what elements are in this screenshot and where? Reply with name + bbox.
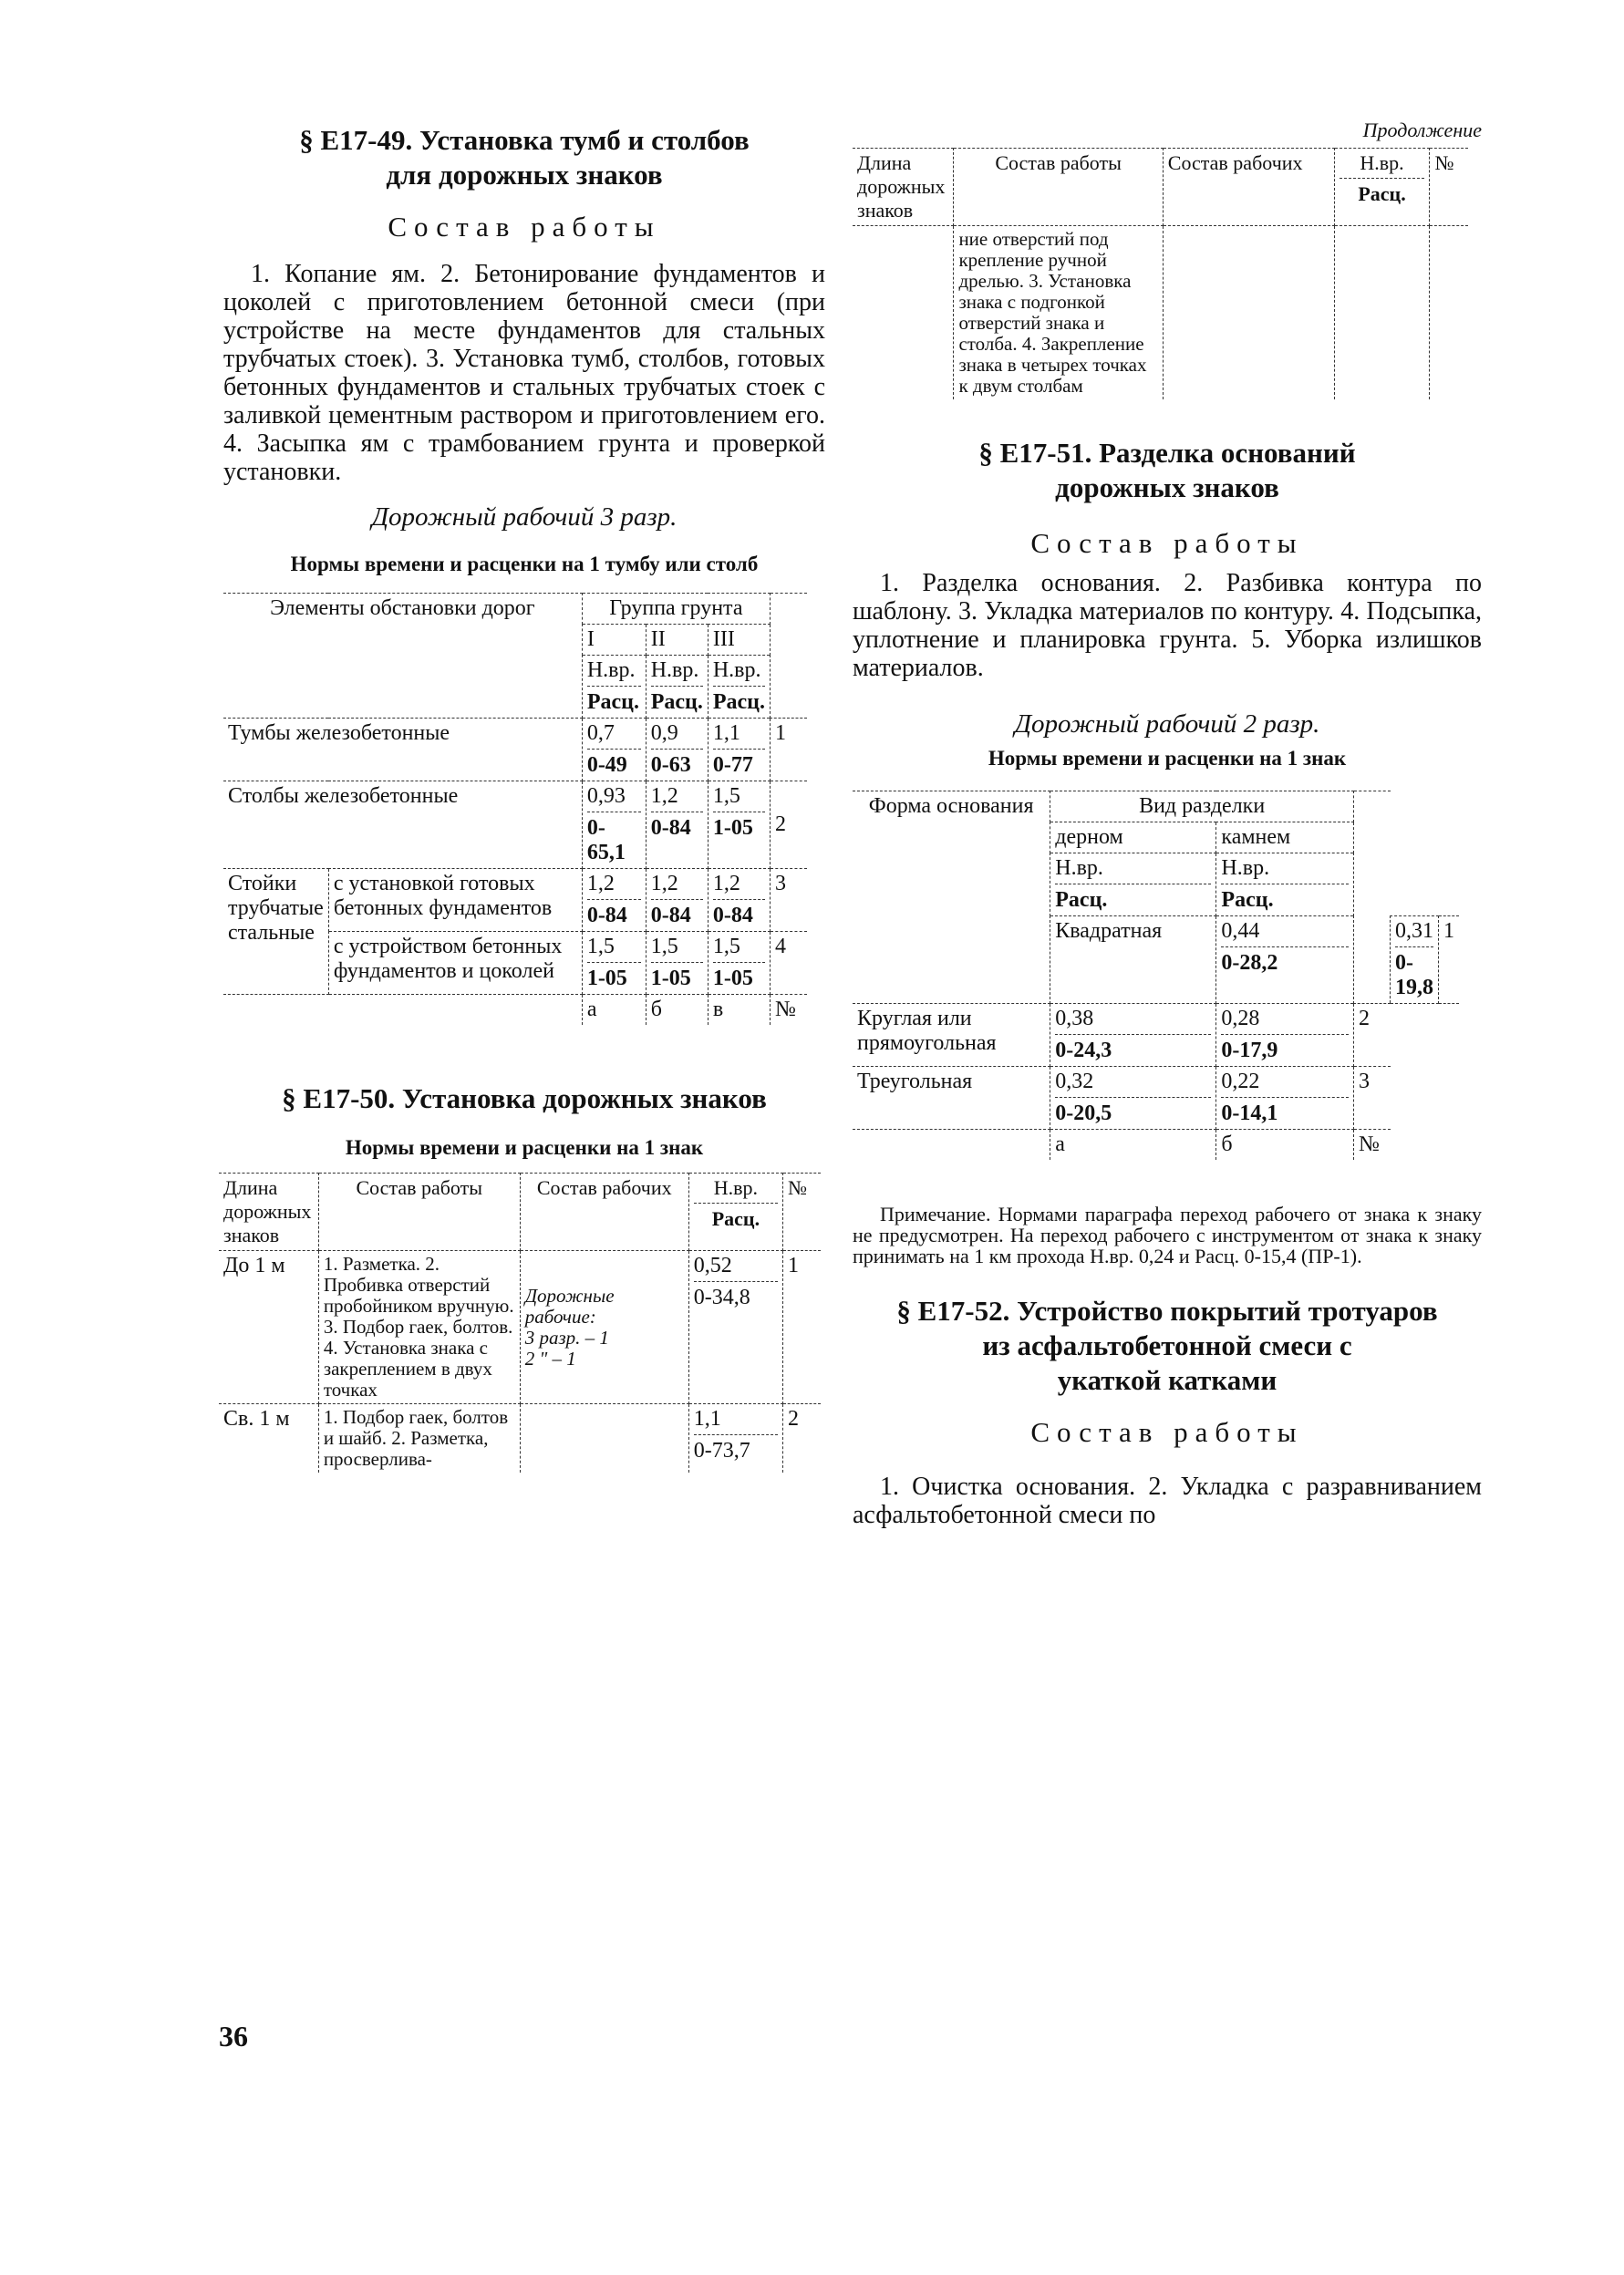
row-number: 2 bbox=[771, 781, 808, 869]
work-description: 1. Очистка основания. 2. Укладка с разравниванием асфальтобетонной смеси по bbox=[853, 1473, 1482, 1529]
table-e17-51 bbox=[853, 791, 1459, 1160]
value-cell: 0,38 0-24,3 bbox=[1050, 1004, 1216, 1067]
work-heading: Состав работы bbox=[1030, 527, 1304, 559]
col-header-crew: Состав рабочих bbox=[1163, 149, 1334, 226]
row-work: ние отверстий под крепление ручной дрелью. 3. Установка знака с подгонкой отверстий знака и столба. 4. Закрепление знака в четырех точках к двум столбам bbox=[954, 226, 1163, 400]
row-crew bbox=[1163, 226, 1334, 400]
value-cell: 0,44 0-28,2 bbox=[1216, 916, 1354, 1004]
table-caption: Нормы времени и расценки на 1 знак bbox=[988, 747, 1347, 770]
row-label: Столбы железобетонные bbox=[223, 781, 582, 869]
value-cell: 1,1 0-77 bbox=[708, 719, 770, 781]
value-cell: 1,2 0-84 bbox=[582, 869, 646, 932]
table-e17-49 bbox=[223, 593, 807, 1025]
col-header-number: № bbox=[783, 1174, 821, 1251]
value-cell: 1,2 0-84 bbox=[646, 781, 708, 869]
table-row bbox=[853, 226, 1468, 400]
section-e17-49-title: § Е17-49. Установка тумб и столбов для дорожных знаков bbox=[299, 124, 750, 191]
col-header-g1: I bbox=[582, 625, 646, 656]
col-header-form: Форма основания bbox=[853, 791, 1050, 1004]
row-number: 2 bbox=[1354, 1004, 1391, 1067]
table-row bbox=[223, 869, 807, 932]
row-label: Стойки трубчатые стальные bbox=[223, 869, 328, 995]
col-header-g3: III bbox=[708, 625, 770, 656]
col-header-units: Н.вр. Расц. bbox=[688, 1174, 782, 1251]
footer-cell: № bbox=[771, 995, 808, 1026]
footer-cell: а bbox=[582, 995, 646, 1026]
col-header-group: Группа грунта bbox=[582, 594, 770, 625]
value-cell: 0,31 0-19,8 bbox=[1391, 916, 1439, 1004]
table-e17-50 bbox=[219, 1173, 821, 1473]
value-cell: 0,32 0-20,5 bbox=[1050, 1067, 1216, 1130]
left-column bbox=[223, 123, 825, 1473]
value-cell: 1,5 1-05 bbox=[582, 932, 646, 995]
col-header-units: Н.вр. Расц. bbox=[1334, 149, 1430, 226]
worker-grade: Дорожный рабочий 3 разр. bbox=[371, 502, 678, 532]
row-length: До 1 м bbox=[219, 1251, 318, 1404]
row-label: Тумбы железобетонные bbox=[223, 719, 582, 781]
row-work: 1. Подбор гаек, болтов и шайб. 2. Разметка, просверлива- bbox=[318, 1404, 520, 1474]
row-label: Квадратная bbox=[1050, 916, 1216, 1004]
value-cell: 1,2 0-84 bbox=[708, 869, 770, 932]
value-cell: 1,5 1-05 bbox=[708, 781, 770, 869]
footer-cell: б bbox=[646, 995, 708, 1026]
value-cell: 0,52 0-34,8 bbox=[688, 1251, 782, 1404]
col-header-g2: II bbox=[646, 625, 708, 656]
value-cell bbox=[1334, 226, 1430, 400]
section-e17-52-title: § Е17-52. Устройство покрытий тротуаров из асфальтобетонной смеси с укаткой катками bbox=[896, 1295, 1438, 1396]
footer-cell: б bbox=[1216, 1130, 1354, 1161]
value-cell: 0,22 0-14,1 bbox=[1216, 1067, 1354, 1130]
table-note: Примечание. Нормами параграфа переход рабочего от знака к знаку не предусмотрен. На переход рабочего с инструментом от знака к знаку принимать на 1 км прохода Н.вр. 0,24 и Расц. 0-15,4 (ПР-1). bbox=[853, 1203, 1482, 1267]
table-row bbox=[853, 1067, 1459, 1130]
table-row bbox=[219, 1404, 821, 1474]
footer-cell: а bbox=[1050, 1130, 1216, 1161]
value-cell: 1,2 0-84 bbox=[646, 869, 708, 932]
table-row bbox=[223, 781, 807, 869]
row-sublabel: с установкой готовых бетонных фундаментов bbox=[328, 869, 582, 932]
value-cell: 0,7 0-49 bbox=[582, 719, 646, 781]
col-header-number bbox=[771, 594, 808, 719]
row-length bbox=[853, 226, 954, 400]
continuation-label: Продолжение bbox=[1362, 119, 1482, 141]
row-number: 3 bbox=[771, 869, 808, 932]
row-length: Св. 1 м bbox=[219, 1404, 318, 1474]
col-header-crew: Состав рабочих bbox=[520, 1174, 688, 1251]
table-footer bbox=[853, 1130, 1459, 1161]
value-cell: 0,93 0-65,1 bbox=[582, 781, 646, 869]
col-header-stone: камнем bbox=[1216, 822, 1354, 853]
col-header-turf: дерном bbox=[1050, 822, 1216, 853]
work-heading: Состав работы bbox=[1030, 1416, 1304, 1448]
row-number: 1 bbox=[771, 719, 808, 781]
col-header-work: Состав работы bbox=[318, 1174, 520, 1251]
table-caption: Нормы времени и расценки на 1 тумбу или столб bbox=[290, 553, 759, 575]
section-e17-51-title: § Е17-51. Разделка оснований дорожных знаков bbox=[978, 437, 1356, 503]
work-description: 1. Разделка основания. 2. Разбивка контура по шаблону. 3. Укладка материалов по контуру. 4. Подсыпка, уплотнение и планировка грунта. 5. Уборка излишков материалов. bbox=[853, 569, 1482, 682]
col-header-g2-units: Н.вр. Расц. bbox=[646, 656, 708, 719]
row-number: 1 bbox=[783, 1251, 821, 1404]
value-cell: 0,28 0-17,9 bbox=[1216, 1004, 1354, 1067]
col-header-length: Длина дорожных знаков bbox=[853, 149, 954, 226]
footer-cell: в bbox=[708, 995, 770, 1026]
right-column bbox=[853, 119, 1482, 1529]
work-heading: Состав работы bbox=[388, 211, 661, 243]
col-header-turf-units: Н.вр. Расц. bbox=[1050, 853, 1216, 916]
work-description: 1. Копание ям. 2. Бетонирование фундаментов и цоколей с приготовлением бетонной смеси (при устройстве на месте фундаментов для стальных трубчатых стоек). 3. Установка тумб, столбов, готовых бетонных фундаментов и стальных трубчатых стоек с заливкой цементным раствором и приготовлением его. 4. Засыпка ям с трамбованием грунта и проверкой установки. bbox=[223, 260, 825, 486]
value-cell: 1,1 0-73,7 bbox=[688, 1404, 782, 1474]
page-number: 36 bbox=[219, 2020, 248, 2053]
value-cell: 0,9 0-63 bbox=[646, 719, 708, 781]
table-footer bbox=[223, 995, 807, 1026]
table-row bbox=[219, 1251, 821, 1404]
col-header-g1-units: Н.вр. Расц. bbox=[582, 656, 646, 719]
section-e17-50-title: § Е17-50. Установка дорожных знаков bbox=[282, 1082, 767, 1114]
table-row bbox=[223, 719, 807, 781]
col-header-length: Длина дорожных знаков bbox=[219, 1174, 318, 1251]
col-header-number: № bbox=[1430, 149, 1468, 226]
table-caption: Нормы времени и расценки на 1 знак bbox=[345, 1136, 704, 1159]
row-number: 1 bbox=[1439, 916, 1460, 1004]
row-label: Круглая или прямоугольная bbox=[853, 1004, 1050, 1067]
table-row bbox=[853, 1004, 1459, 1067]
row-work: 1. Разметка. 2. Пробивка отверстий пробойником вручную. 3. Подбор гаек, болтов. 4. Установка знака с закреплением в двух точках bbox=[318, 1251, 520, 1404]
footer-cell: № bbox=[1354, 1130, 1391, 1161]
table-e17-50-continued bbox=[853, 148, 1468, 399]
row-number: 3 bbox=[1354, 1067, 1391, 1130]
col-header-work: Состав работы bbox=[954, 149, 1163, 226]
row-sublabel: с устройством бетонных фундаментов и цоколей bbox=[328, 932, 582, 995]
col-header-g3-units: Н.вр. Расц. bbox=[708, 656, 770, 719]
row-label: Треугольная bbox=[853, 1067, 1050, 1130]
row-crew bbox=[520, 1404, 688, 1474]
row-number: 4 bbox=[771, 932, 808, 995]
row-number: 2 bbox=[783, 1404, 821, 1474]
col-header-number bbox=[1354, 791, 1391, 1004]
value-cell: 1,5 1-05 bbox=[646, 932, 708, 995]
col-header-type: Вид разделки bbox=[1050, 791, 1354, 822]
col-header-elements: Элементы обстановки дорог bbox=[223, 594, 582, 719]
value-cell: 1,5 1-05 bbox=[708, 932, 770, 995]
col-header-stone-units: Н.вр. Расц. bbox=[1216, 853, 1354, 916]
row-crew: Дорожные рабочие: 3 разр. – 1 2 " – 1 bbox=[520, 1251, 688, 1404]
row-number bbox=[1430, 226, 1468, 400]
worker-grade: Дорожный рабочий 2 разр. bbox=[1014, 709, 1320, 739]
